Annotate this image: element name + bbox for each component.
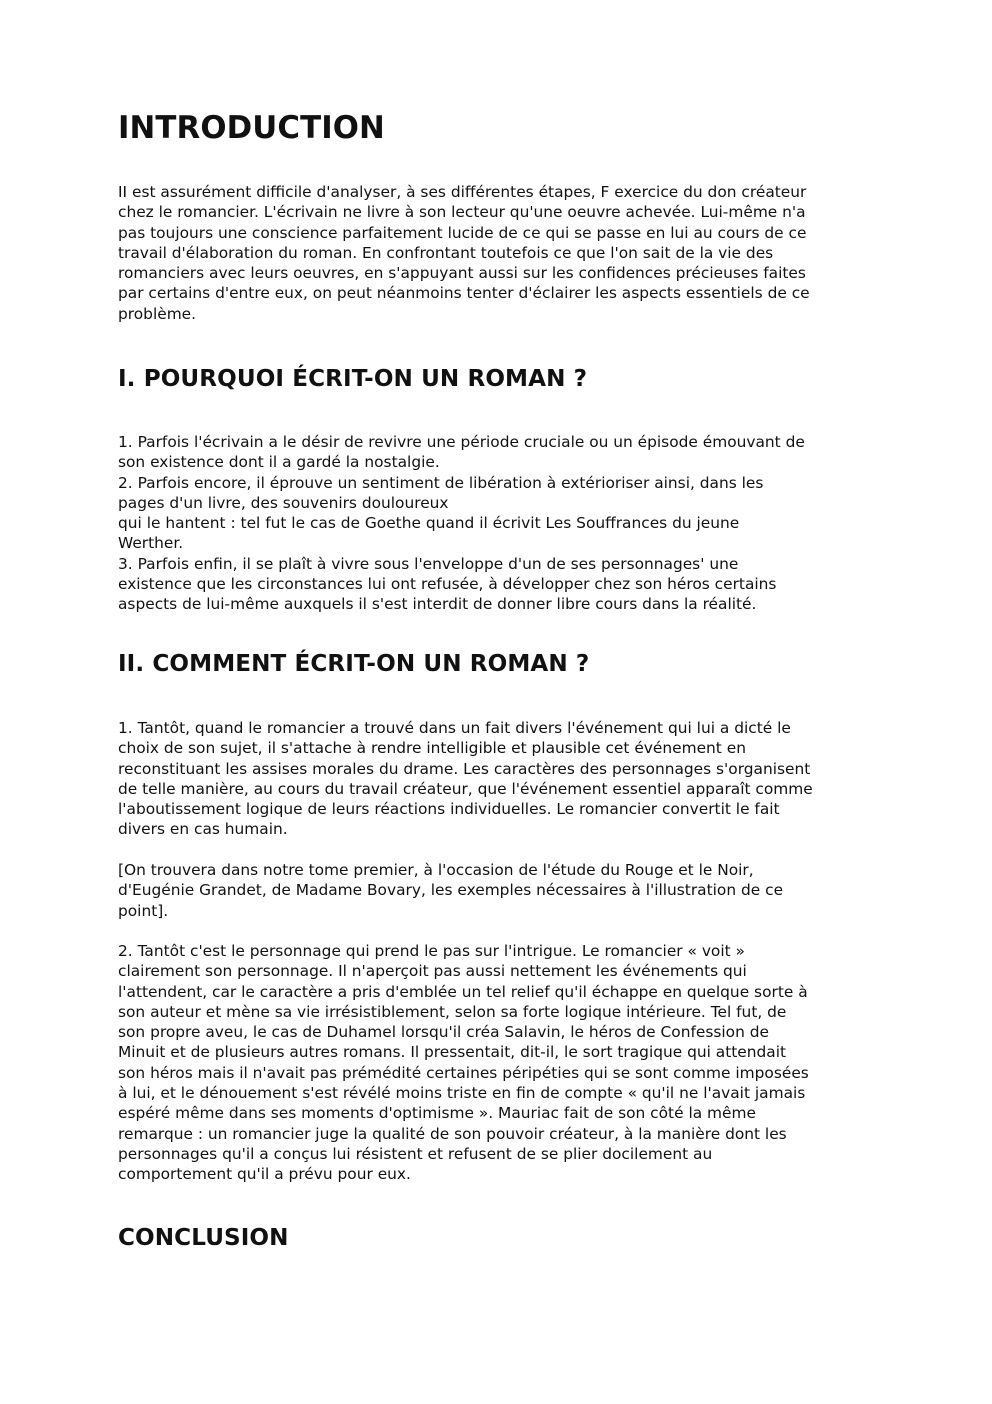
text-line: Minuit et de plusieurs autres romans. Il pressentait, dit-il, le sort tragique qui attendait [118,1043,787,1062]
text-line: son existence dont il a gardé la nostalgie. [118,453,440,472]
text-line: comportement qu'il a prévu pour eux. [118,1165,411,1184]
text-line: de telle manière, au cours du travail créateur, que l'événement essentiel apparaît comme [118,779,813,798]
text-line: espéré même dans ses moments d'optimisme ». Mauriac fait de son côté la même [118,1104,756,1123]
text-line: Werther. [118,534,184,553]
text-line: pas toujours une conscience parfaitement lucide de ce qui se passe en lui au cours de ce [118,223,807,242]
text-line: [On trouvera dans notre tome premier, à l'occasion de l'étude du Rouge et le Noir, [118,861,754,879]
text-line: divers en cas humain. [118,820,288,839]
section-2-paragraph-1 [118,718,813,840]
text-line: 2. Parfois encore, il éprouve un sentiment de libération à extérioriser ainsi, dans les [118,473,764,492]
text-line: personnages qu'il a conçus lui résistent et refusent de se plier docilement au [118,1144,713,1163]
section-1-paragraph [118,432,805,615]
text-line: aspects de lui-même auxquels il s'est interdit de donner libre cours dans la réalité. [118,595,757,614]
text-line: choix de son sujet, il s'attache à rendre intelligible et plausible cet événement en [118,739,746,758]
text-line: son auteur et mène sa vie irrésistiblement, selon sa forte logique intérieure. Tel fut, de [118,1002,787,1021]
text-line: chez le romancier. L'écrivain ne livre à son lecteur qu'une oeuvre achevée. Lui-même n'a [118,203,806,222]
text-line: son héros mais il n'avait pas prémédité certaines péripéties qui se sont comme imposées [118,1063,809,1082]
text-line: qui le hantent : tel fut le cas de Goethe quand il écrivit Les Souffrances du jeune [118,514,740,533]
text-line: l'attendent, car le caractère a pris d'emblée un tel relief qu'il échappe en quelque sorte à [118,982,808,1001]
heading-introduction: INTRODUCTION [118,110,385,146]
text-line: 1. Tantôt, quand le romancier a trouvé dans un fait divers l'événement qui lui a dicté le [118,719,791,737]
text-line: l'aboutissement logique de leurs réactions individuelles. Le romancier convertit le fait [118,800,780,819]
text-line: clairement son personnage. Il n'aperçoit pas aussi nettement les événements qui [118,962,747,981]
text-line: travail d'élaboration du roman. En confrontant toutefois ce que l'on sait de la vie des [118,243,774,262]
heading-section-2: II. COMMENT ÉCRIT-ON UN ROMAN ? [118,651,590,677]
text-line: 3. Parfois enfin, il se plaît à vivre sous l'enveloppe d'un de ses personnages' une [118,554,739,573]
text-line: point]. [118,901,169,920]
text-line: par certains d'entre eux, on peut néanmoins tenter d'éclairer les aspects essentiels de ce [118,284,810,303]
text-line: 2. Tantôt c'est le personnage qui prend le pas sur l'intrigue. Le romancier « voit » [118,942,745,960]
introduction-paragraph [118,182,810,324]
heading-conclusion: CONCLUSION [118,1225,289,1251]
text-line: II est assurément difficile d'analyser, à ses différentes étapes, F exercice du don créateur [118,183,807,201]
text-line: 1. Parfois l'écrivain a le désir de revivre une période cruciale ou un épisode émouvant de [118,433,805,451]
text-line: son propre aveu, le cas de Duhamel lorsqu'il créa Salavin, le héros de Confession de [118,1023,769,1042]
text-line: reconstituant les assises morales du drame. Les caractères des personnages s'organisent [118,759,811,778]
text-line: romanciers avec leurs oeuvres, en s'appuyant aussi sur les confidences précieuses faites [118,264,806,283]
text-line: existence que les circonstances lui ont refusée, à développer chez son héros certains [118,575,777,594]
text-line: pages d'un livre, des souvenirs douloureux [118,493,449,512]
text-line: d'Eugénie Grandet, de Madame Bovary, les exemples nécessaires à l'illustration de ce [118,881,784,900]
text-line: remarque : un romancier juge la qualité de son pouvoir créateur, à la manière dont les [118,1124,787,1143]
section-2-note-paragraph [118,860,783,921]
heading-section-1: I. POURQUOI ÉCRIT-ON UN ROMAN ? [118,366,588,392]
text-line: problème. [118,304,197,323]
section-2-paragraph-2 [118,941,809,1185]
text-line: à lui, et le dénouement s'est révélé moins triste en fin de compte « qu'il ne l'avait jamais [118,1084,806,1103]
